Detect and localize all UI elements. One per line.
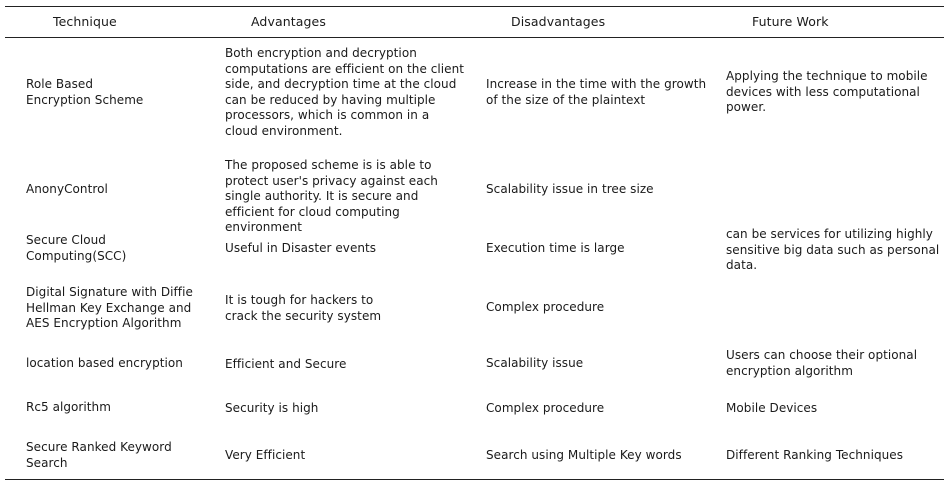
technique-cell: AnonyControl <box>26 182 108 196</box>
disadvantages-cell: Scalability issue in tree size <box>486 182 654 196</box>
advantages-cell: Security is high <box>225 401 319 415</box>
technique-cell: Rc5 algorithm <box>26 400 111 414</box>
future-work-cell: Applying the technique to mobile devices with less computational power. <box>726 69 928 114</box>
technique-cell: location based encryption <box>26 356 183 370</box>
advantages-cell: Efficient and Secure <box>225 357 347 371</box>
future-work-cell: Users can choose their optional encryption algorithm <box>726 348 918 378</box>
disadvantages-cell: Increase in the time with the growth of the size of the plaintext <box>486 77 707 107</box>
comparison-table <box>5 6 944 480</box>
technique-cell: Secure Cloud Computing(SCC) <box>26 233 127 263</box>
table-header-row <box>5 7 944 38</box>
disadvantages-cell: Scalability issue <box>486 356 584 370</box>
technique-cell: Role Based Encryption Scheme <box>26 77 144 107</box>
disadvantages-cell: Complex procedure <box>486 401 605 415</box>
future-work-cell: can be services for utilizing highly sensitive big data such as personal data. <box>726 227 940 272</box>
header-advantages: Advantages <box>251 14 326 29</box>
header-disadvantages: Disadvantages <box>511 14 606 29</box>
header-technique: Technique <box>53 14 117 29</box>
advantages-cell: It is tough for hackers to crack the security system <box>225 293 382 323</box>
advantages-cell: The proposed scheme is is able to protect user's privacy against each single authority. It is secure and efficient for cloud computing environment <box>225 158 438 234</box>
technique-cell: Secure Ranked Keyword Search <box>26 440 172 470</box>
disadvantages-cell: Complex procedure <box>486 300 605 314</box>
header-future-work: Future Work <box>752 14 829 29</box>
technique-cell: Digital Signature with Diffie Hellman Key Exchange and AES Encryption Algorithm <box>26 285 193 330</box>
disadvantages-cell: Execution time is large <box>486 241 625 255</box>
advantages-cell: Very Efficient <box>225 448 306 462</box>
advantages-cell: Useful in Disaster events <box>225 241 377 255</box>
disadvantages-cell: Search using Multiple Key words <box>486 448 682 462</box>
advantages-cell: Both encryption and decryption computations are efficient on the client side, and decryption time at the cloud can be reduced by having multiple processors, which is common in a cloud environment. <box>225 46 465 138</box>
future-work-cell: Mobile Devices <box>726 401 818 415</box>
future-work-cell: Different Ranking Techniques <box>726 448 904 462</box>
